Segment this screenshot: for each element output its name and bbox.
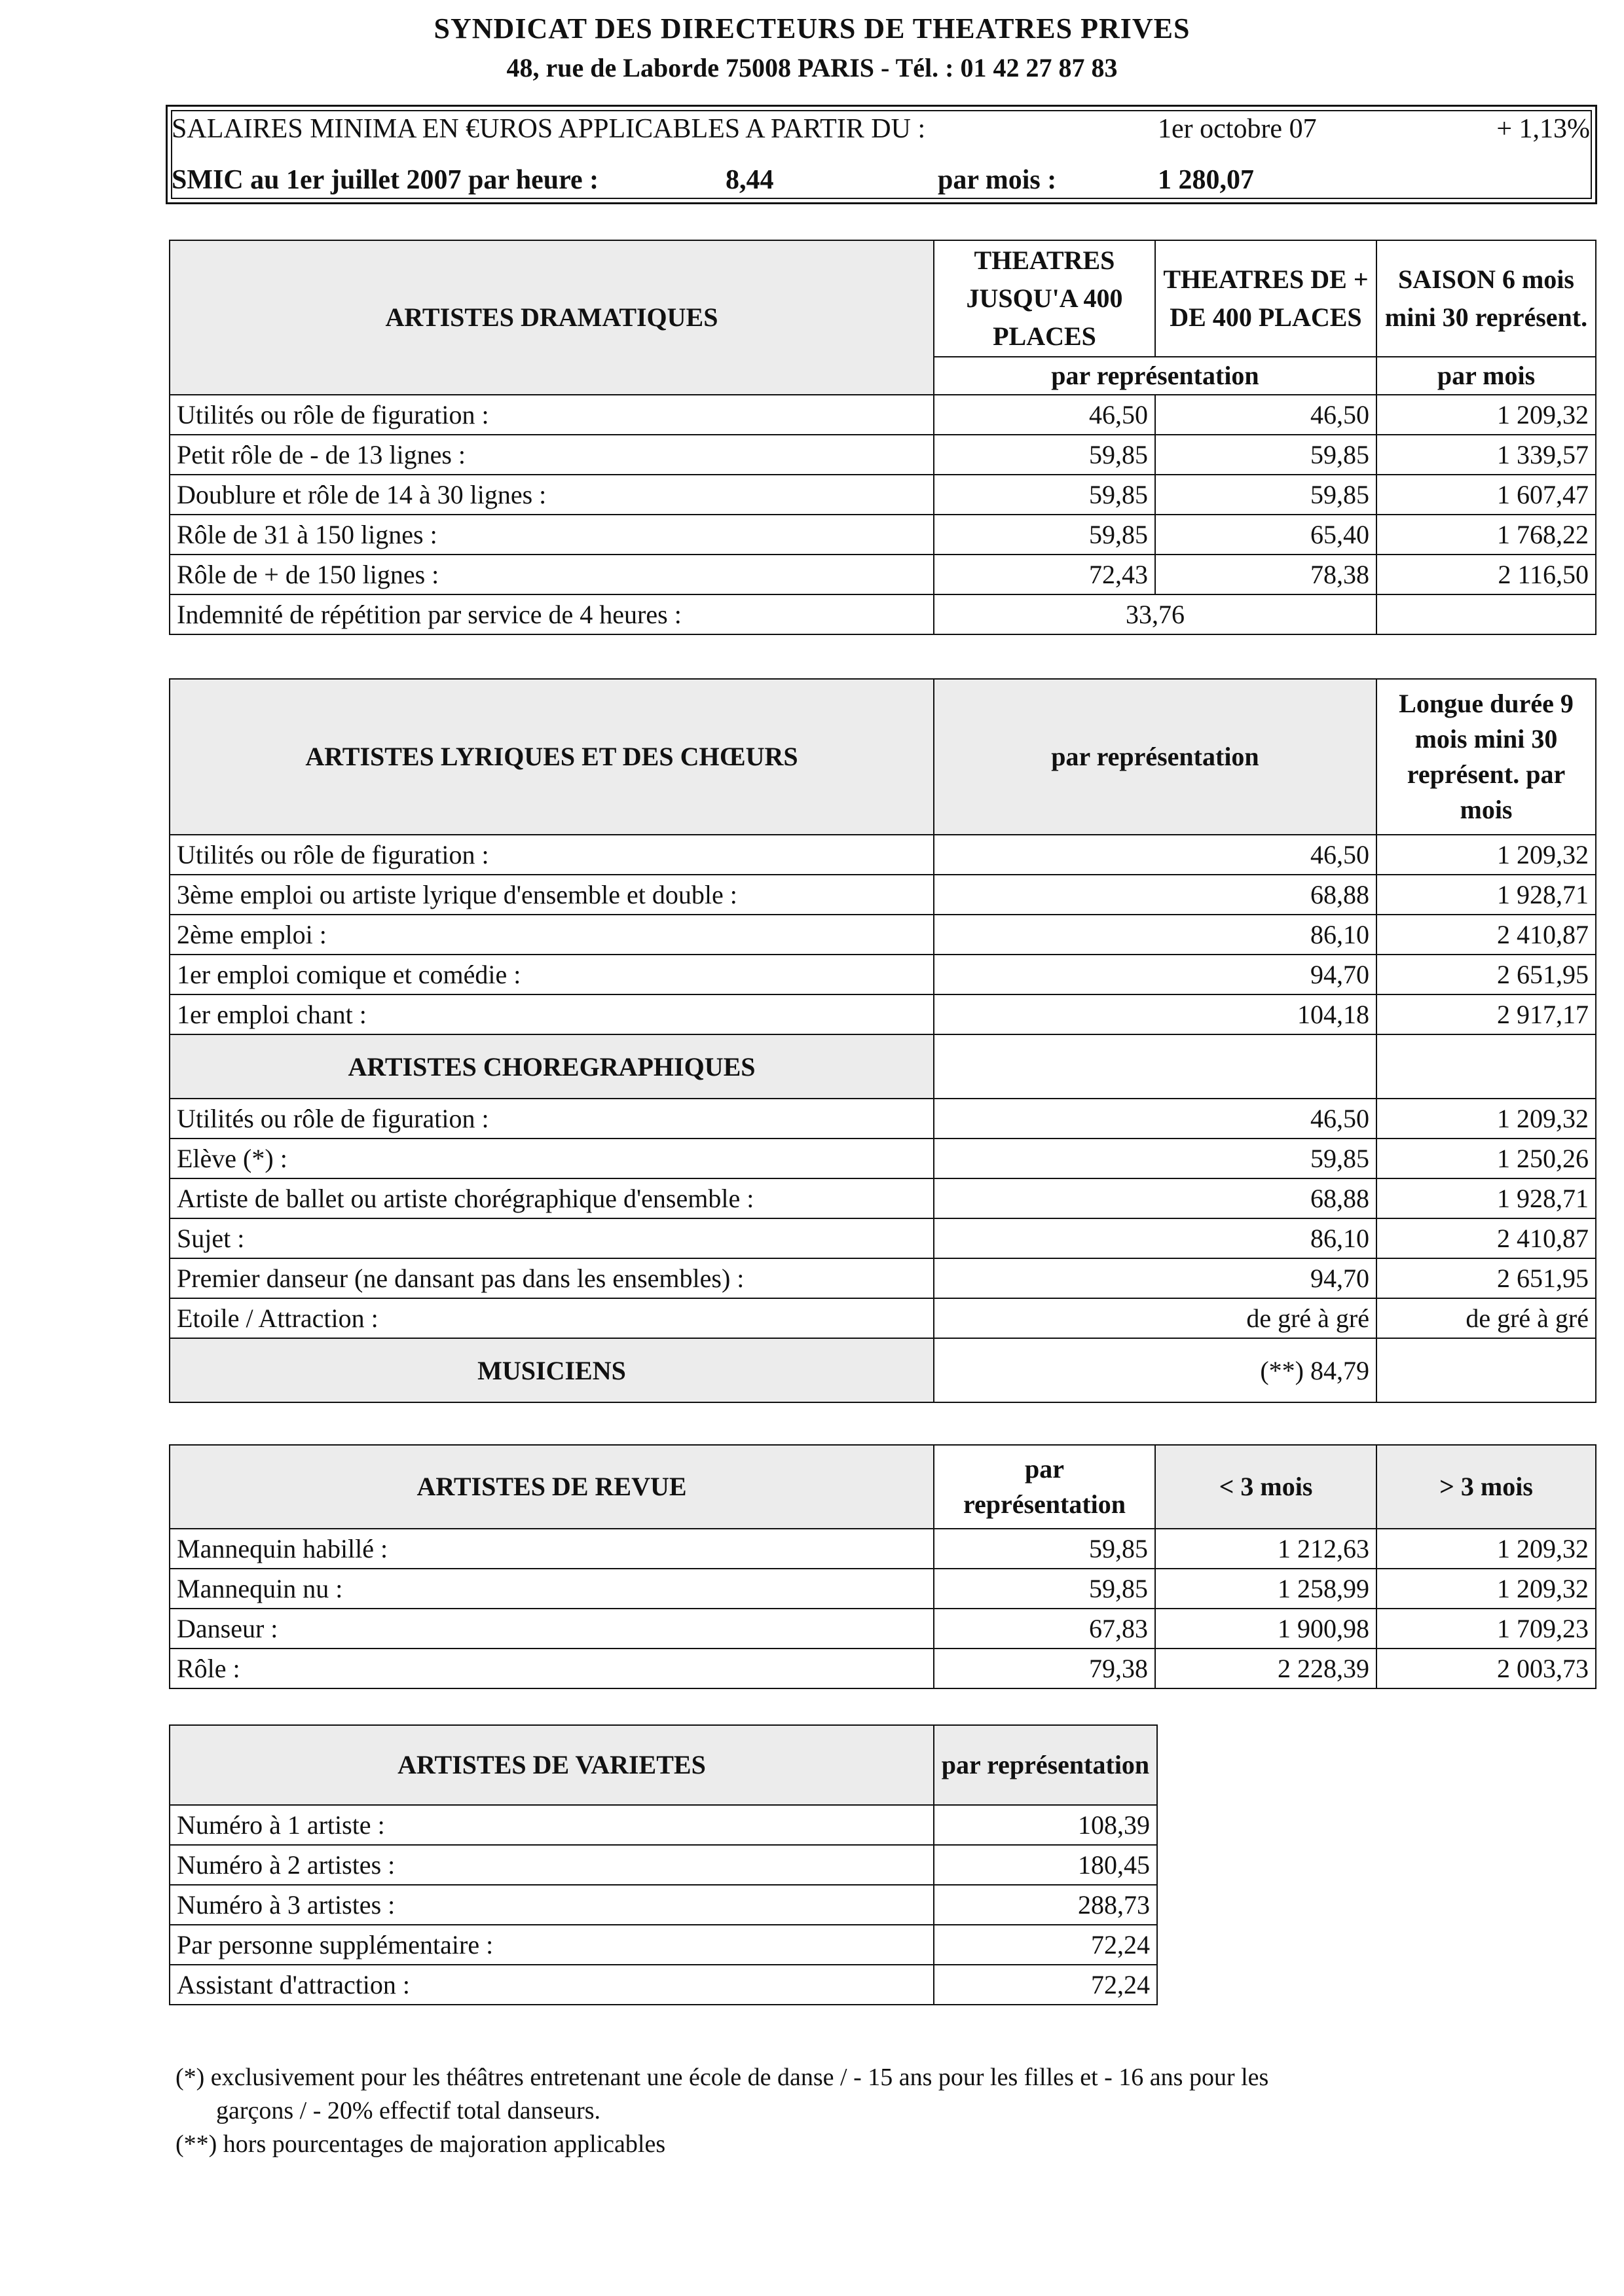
cell-value: 2 917,17 xyxy=(1376,994,1596,1034)
cell-value: 1 209,32 xyxy=(1376,1529,1596,1569)
cell-value: 1 209,32 xyxy=(1376,1099,1596,1139)
summary-title: SALAIRES MINIMA EN €UROS APPLICABLES A PARTIR DU : xyxy=(172,114,926,144)
row-label: Numéro à 2 artistes : xyxy=(170,1845,934,1885)
table-row xyxy=(170,915,1596,955)
cell-value: 2 410,87 xyxy=(1376,1218,1596,1258)
cell-value: 59,85 xyxy=(934,1529,1155,1569)
row-label: Utilités ou rôle de figuration : xyxy=(170,1099,934,1139)
revue-title: ARTISTES DE REVUE xyxy=(170,1445,934,1529)
table-row xyxy=(170,875,1596,915)
lyriques-title: ARTISTES LYRIQUES ET DES CHŒURS xyxy=(170,679,934,835)
row-label: Assistant d'attraction : xyxy=(170,1965,934,2005)
cell-value: 1 928,71 xyxy=(1376,875,1596,915)
empty-cell xyxy=(934,1034,1376,1099)
cell-value: 72,24 xyxy=(934,1965,1157,2005)
increase-percent: + 1,13% xyxy=(1496,114,1590,144)
effective-date: 1er octobre 07 xyxy=(1158,114,1317,144)
footnote-2: (**) hors pourcentages de majoration applicables xyxy=(175,2130,666,2158)
row-label: 1er emploi comique et comédie : xyxy=(170,955,934,994)
row-label: Artiste de ballet ou artiste chorégraphique d'ensemble : xyxy=(170,1178,934,1218)
smic-month-value: 1 280,07 xyxy=(1158,165,1254,195)
organization-address: 48, rue de Laborde 75008 PARIS - Tél. : 01 42 27 87 83 xyxy=(506,53,1118,82)
cell-value: 104,18 xyxy=(934,994,1376,1034)
cell-value: 108,39 xyxy=(934,1805,1157,1845)
cell-value: 46,50 xyxy=(1155,395,1376,435)
revue-col-per-show: par représentation xyxy=(934,1445,1155,1529)
choreo-section-title: ARTISTES CHOREGRAPHIQUES xyxy=(170,1034,934,1099)
row-label: Danseur : xyxy=(170,1609,934,1649)
row-label: Rôle : xyxy=(170,1649,934,1688)
cell-value: 2 651,95 xyxy=(1376,1258,1596,1298)
empty-cell xyxy=(1376,594,1596,634)
dramatiques-col-small: THEATRES JUSQU'A 400 PLACES xyxy=(934,240,1155,357)
empty-cell xyxy=(1376,1338,1596,1402)
musiciens-title: MUSICIENS xyxy=(170,1338,934,1402)
table-row xyxy=(170,1258,1596,1298)
cell-value: 1 900,98 xyxy=(1155,1609,1376,1649)
cell-value: 94,70 xyxy=(934,1258,1376,1298)
row-label: Premier danseur (ne dansant pas dans les ensembles) : xyxy=(170,1258,934,1298)
row-label: Doublure et rôle de 14 à 30 lignes : xyxy=(170,475,934,515)
row-label: Elève (*) : xyxy=(170,1139,934,1178)
table-row xyxy=(170,1845,1157,1885)
table-row xyxy=(170,1529,1596,1569)
row-label: Numéro à 3 artistes : xyxy=(170,1885,934,1925)
row-label: Mannequin nu : xyxy=(170,1569,934,1609)
lyriques-table xyxy=(169,678,1596,1403)
cell-value: 46,50 xyxy=(934,835,1376,875)
cell-value: 68,88 xyxy=(934,1178,1376,1218)
musiciens-value: (**) 84,79 xyxy=(934,1338,1376,1402)
cell-value: 1 258,99 xyxy=(1155,1569,1376,1609)
cell-value: 180,45 xyxy=(934,1845,1157,1885)
table-row xyxy=(170,835,1596,875)
varietes-col-per-show: par représentation xyxy=(934,1725,1157,1805)
cell-value: 1 209,32 xyxy=(1376,395,1596,435)
footnote-1-continuation: garçons / - 20% effectif total danseurs. xyxy=(216,2097,601,2124)
lyriques-col-long: Longue durée 9 mois mini 30 représent. par mois xyxy=(1376,679,1596,835)
cell-value: 1 768,22 xyxy=(1376,515,1596,555)
dramatiques-sub-per-show: par représentation xyxy=(934,357,1376,395)
table-row xyxy=(170,955,1596,994)
rehearsal-value: 33,76 xyxy=(934,594,1376,634)
table-row xyxy=(170,1099,1596,1139)
row-label: 3ème emploi ou artiste lyrique d'ensemble et double : xyxy=(170,875,934,915)
cell-value: 59,85 xyxy=(934,1139,1376,1178)
revue-col-under-3: < 3 mois xyxy=(1155,1445,1376,1529)
table-row xyxy=(170,594,1596,634)
cell-value: 1 209,32 xyxy=(1376,835,1596,875)
cell-value: 2 116,50 xyxy=(1376,555,1596,594)
per-month-label: par mois : xyxy=(938,165,1057,195)
cell-value: 1 709,23 xyxy=(1376,1609,1596,1649)
cell-value: de gré à gré xyxy=(934,1298,1376,1338)
table-row xyxy=(170,395,1596,435)
row-label: Sujet : xyxy=(170,1218,934,1258)
dramatiques-col-large: THEATRES DE + DE 400 PLACES xyxy=(1155,240,1376,357)
footnotes xyxy=(175,2061,1268,2161)
cell-value: 86,10 xyxy=(934,915,1376,955)
cell-value: 79,38 xyxy=(934,1649,1155,1688)
row-label: Etoile / Attraction : xyxy=(170,1298,934,1338)
row-label: 1er emploi chant : xyxy=(170,994,934,1034)
cell-value: 1 339,57 xyxy=(1376,435,1596,475)
revue-table xyxy=(169,1444,1596,1689)
cell-value: 65,40 xyxy=(1155,515,1376,555)
table-row xyxy=(170,475,1596,515)
cell-value: de gré à gré xyxy=(1376,1298,1596,1338)
table-row xyxy=(170,1218,1596,1258)
cell-value: 59,85 xyxy=(934,435,1155,475)
varietes-title: ARTISTES DE VARIETES xyxy=(170,1725,934,1805)
cell-value: 59,85 xyxy=(934,475,1155,515)
cell-value: 1 928,71 xyxy=(1376,1178,1596,1218)
cell-value: 1 209,32 xyxy=(1376,1569,1596,1609)
cell-value: 2 651,95 xyxy=(1376,955,1596,994)
cell-value: 72,24 xyxy=(934,1925,1157,1965)
cell-value: 1 250,26 xyxy=(1376,1139,1596,1178)
cell-value: 68,88 xyxy=(934,875,1376,915)
row-label: Numéro à 1 artiste : xyxy=(170,1805,934,1845)
row-label: Rôle de 31 à 150 lignes : xyxy=(170,515,934,555)
table-row xyxy=(170,1609,1596,1649)
cell-value: 94,70 xyxy=(934,955,1376,994)
cell-value: 2 410,87 xyxy=(1376,915,1596,955)
table-row xyxy=(170,1649,1596,1688)
table-row xyxy=(170,515,1596,555)
table-row xyxy=(170,1965,1157,2005)
row-label: Par personne supplémentaire : xyxy=(170,1925,934,1965)
row-label: Utilités ou rôle de figuration : xyxy=(170,395,934,435)
table-row xyxy=(170,1805,1157,1845)
cell-value: 86,10 xyxy=(934,1218,1376,1258)
cell-value: 78,38 xyxy=(1155,555,1376,594)
dramatiques-title: ARTISTES DRAMATIQUES xyxy=(170,240,934,395)
table-row xyxy=(170,435,1596,475)
row-label: Utilités ou rôle de figuration : xyxy=(170,835,934,875)
cell-value: 2 003,73 xyxy=(1376,1649,1596,1688)
footnote-1: (*) exclusivement pour les théâtres entretenant une école de danse / - 15 ans pour les filles et - 16 ans pour les xyxy=(175,2064,1269,2091)
lyriques-col-per-show: par représentation xyxy=(934,679,1376,835)
row-label: Mannequin habillé : xyxy=(170,1529,934,1569)
cell-value: 2 228,39 xyxy=(1155,1649,1376,1688)
cell-value: 59,85 xyxy=(934,1569,1155,1609)
table-row xyxy=(170,994,1596,1034)
dramatiques-table xyxy=(169,240,1596,635)
cell-value: 46,50 xyxy=(934,395,1155,435)
empty-cell xyxy=(1376,1034,1596,1099)
cell-value: 59,85 xyxy=(1155,435,1376,475)
table-row xyxy=(170,1885,1157,1925)
table-row xyxy=(170,1298,1596,1338)
cell-value: 1 607,47 xyxy=(1376,475,1596,515)
row-label: 2ème emploi : xyxy=(170,915,934,955)
cell-value: 59,85 xyxy=(934,515,1155,555)
row-label: Petit rôle de - de 13 lignes : xyxy=(170,435,934,475)
dramatiques-sub-per-month: par mois xyxy=(1376,357,1596,395)
cell-value: 59,85 xyxy=(1155,475,1376,515)
table-row xyxy=(170,1139,1596,1178)
smic-hour-value: 8,44 xyxy=(726,165,774,195)
table-row xyxy=(170,1569,1596,1609)
cell-value: 67,83 xyxy=(934,1609,1155,1649)
cell-value: 46,50 xyxy=(934,1099,1376,1139)
cell-value: 1 212,63 xyxy=(1155,1529,1376,1569)
varietes-table xyxy=(169,1724,1158,2005)
table-row xyxy=(170,1178,1596,1218)
dramatiques-col-saison: SAISON 6 mois mini 30 représent. xyxy=(1376,240,1596,357)
cell-value: 288,73 xyxy=(934,1885,1157,1925)
row-label: Rôle de + de 150 lignes : xyxy=(170,555,934,594)
organization-name: SYNDICAT DES DIRECTEURS DE THEATRES PRIVES xyxy=(434,12,1190,45)
summary-box xyxy=(166,105,1597,204)
table-row xyxy=(170,555,1596,594)
table-row xyxy=(170,1925,1157,1965)
cell-value: 72,43 xyxy=(934,555,1155,594)
smic-label: SMIC au 1er juillet 2007 par heure : xyxy=(172,165,599,195)
rehearsal-label: Indemnité de répétition par service de 4 heures : xyxy=(170,594,934,634)
revue-col-over-3: > 3 mois xyxy=(1376,1445,1596,1529)
